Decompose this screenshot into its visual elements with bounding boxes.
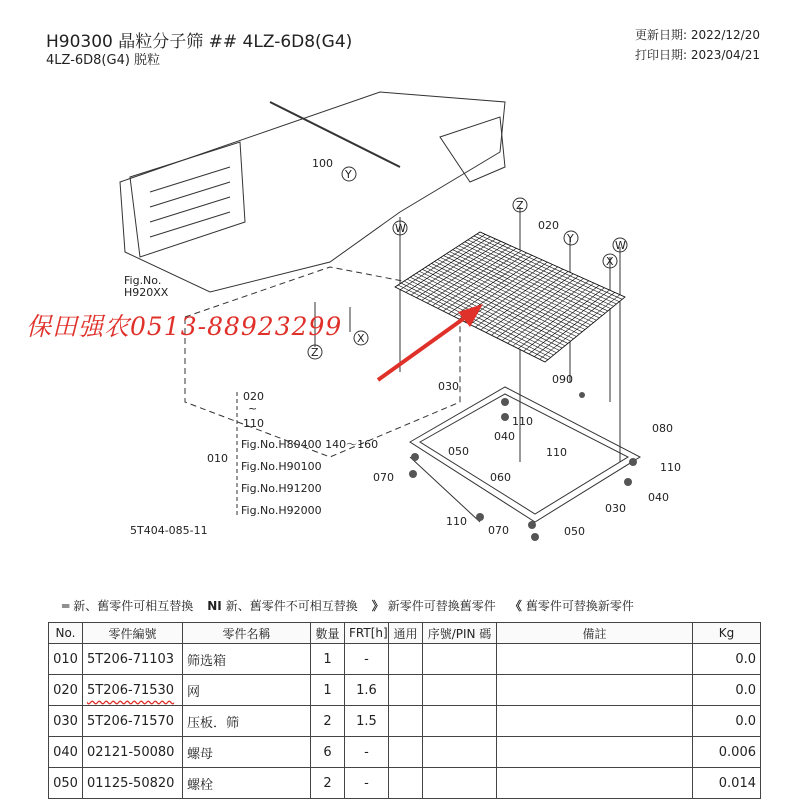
letter-w1: W — [395, 222, 406, 235]
update-date: 更新日期: 2022/12/20 — [634, 28, 760, 42]
letter-z1: Z — [516, 199, 524, 212]
table-row — [49, 706, 761, 737]
callout-030b: 030 — [605, 502, 626, 515]
bracket-plate — [440, 117, 505, 182]
row-part-number — [83, 675, 183, 706]
red-arrow — [378, 304, 483, 380]
fig-list-4: Fig.No.H92000 — [241, 504, 322, 517]
machine-side-panel — [130, 142, 245, 257]
callout-090: 090 — [552, 373, 573, 386]
callout-110b: 110 — [546, 446, 567, 459]
callout-070a: 070 — [373, 471, 394, 484]
row-qty: 1 — [311, 675, 345, 706]
col-common: 通用 — [389, 623, 423, 644]
row-no: 020 — [49, 675, 83, 706]
row-common — [389, 706, 423, 737]
table-row — [49, 675, 761, 706]
row-common — [389, 644, 423, 675]
fig-ref-number: H920XX — [124, 286, 169, 299]
row-part-number: 5T206-71570 — [83, 706, 183, 737]
range-bottom: 110 — [243, 417, 264, 430]
row-remarks — [497, 737, 693, 768]
row-remarks — [497, 768, 693, 799]
row-frt: - — [345, 768, 389, 799]
callout-100: 100 — [312, 157, 333, 170]
row-serial — [423, 768, 497, 799]
row-kg: 0.0 — [693, 644, 761, 675]
col-no: No. — [49, 623, 83, 644]
callout-040a: 040 — [494, 430, 515, 443]
callout-060: 060 — [490, 471, 511, 484]
row-common — [389, 675, 423, 706]
row-part-number: 01125-50820 — [83, 768, 183, 799]
row-frt: - — [345, 737, 389, 768]
legend-item-1: ═ 新、舊零件可相互替換 — [62, 599, 194, 613]
parts-table — [48, 622, 761, 799]
row-part-name: 螺栓 — [183, 768, 311, 799]
letter-y2: Y — [567, 232, 574, 245]
rail-100 — [270, 102, 400, 167]
page-title: H90300 晶粒分子筛 ## 4LZ-6D8(G4) — [46, 32, 353, 52]
row-qty: 1 — [311, 644, 345, 675]
callout-050b: 050 — [564, 525, 585, 538]
row-kg: 0.0 — [693, 706, 761, 737]
legend-item-2: NI 新、舊零件不可相互替換 — [207, 599, 358, 613]
callout-110a: 110 — [512, 415, 533, 428]
legend — [62, 597, 634, 614]
row-kg: 0.006 — [693, 737, 761, 768]
group-code: 010 — [207, 452, 228, 465]
row-frt: - — [345, 644, 389, 675]
row-common — [389, 737, 423, 768]
row-no: 010 — [49, 644, 83, 675]
row-part-name: 压板．筛 — [183, 706, 311, 737]
row-serial — [423, 644, 497, 675]
col-qty: 數量 — [311, 623, 345, 644]
row-kg: 0.014 — [693, 768, 761, 799]
col-kg: Kg — [693, 623, 761, 644]
letter-z2: Z — [311, 346, 319, 359]
row-frt: 1.6 — [345, 675, 389, 706]
letter-y1: Y — [345, 168, 352, 181]
row-no: 030 — [49, 706, 83, 737]
row-qty: 6 — [311, 737, 345, 768]
fig-list-2: Fig.No.H90100 — [241, 460, 322, 473]
col-serial: 序號/PIN 碼 — [423, 623, 497, 644]
letter-x2: X — [357, 332, 365, 345]
row-remarks — [497, 644, 693, 675]
highlighted-part-number: 5T206-71530 — [87, 682, 175, 698]
fig-list-3: Fig.No.H91200 — [241, 482, 322, 495]
col-part-name: 零件名稱 — [183, 623, 311, 644]
row-no: 040 — [49, 737, 83, 768]
col-remarks: 備註 — [497, 623, 693, 644]
drawing-code: 5T404-085-11 — [130, 524, 208, 537]
row-remarks — [497, 706, 693, 737]
callout-020: 020 — [538, 219, 559, 232]
row-qty: 2 — [311, 706, 345, 737]
table-row — [49, 644, 761, 675]
col-frt: FRT[h] — [345, 623, 389, 644]
row-part-number: 5T206-71103 — [83, 644, 183, 675]
row-part-number: 02121-50080 — [83, 737, 183, 768]
print-date: 打印日期: 2023/04/21 — [634, 48, 760, 62]
legend-item-4: 《 舊零件可替換新零件 — [509, 599, 634, 613]
table-row — [49, 737, 761, 768]
callout-080: 080 — [652, 422, 673, 435]
range-top: 020 — [243, 390, 264, 403]
fig-ref-label: Fig.No. — [124, 274, 162, 287]
table-row — [49, 768, 761, 799]
row-remarks — [497, 675, 693, 706]
row-serial — [423, 675, 497, 706]
row-common — [389, 768, 423, 799]
fig-list-1: Fig.No.H80400 140〜160 — [241, 438, 379, 451]
watermark-text: 保田强农0513-88923299 — [26, 312, 343, 341]
callout-110d: 110 — [446, 515, 467, 528]
range-tilde: ~ — [248, 402, 258, 415]
callout-040b: 040 — [648, 491, 669, 504]
row-part-name: 筛选箱 — [183, 644, 311, 675]
row-frt: 1.5 — [345, 706, 389, 737]
row-kg: 0.0 — [693, 675, 761, 706]
callout-050a: 050 — [448, 445, 469, 458]
row-serial — [423, 737, 497, 768]
legend-item-3: 》 新零件可替換舊零件 — [371, 599, 496, 613]
callout-110c: 110 — [660, 461, 681, 474]
row-serial — [423, 706, 497, 737]
page-subtitle: 4LZ-6D8(G4) 脱粒 — [46, 53, 161, 68]
letter-w2: W — [615, 239, 626, 252]
col-part-number: 零件編號 — [83, 623, 183, 644]
callout-030a: 030 — [438, 380, 459, 393]
row-no: 050 — [49, 768, 83, 799]
letter-x1: X — [606, 255, 614, 268]
row-part-name: 网 — [183, 675, 311, 706]
callout-070b: 070 — [488, 524, 509, 537]
table-header-row — [49, 623, 761, 644]
row-qty: 2 — [311, 768, 345, 799]
row-part-name: 螺母 — [183, 737, 311, 768]
